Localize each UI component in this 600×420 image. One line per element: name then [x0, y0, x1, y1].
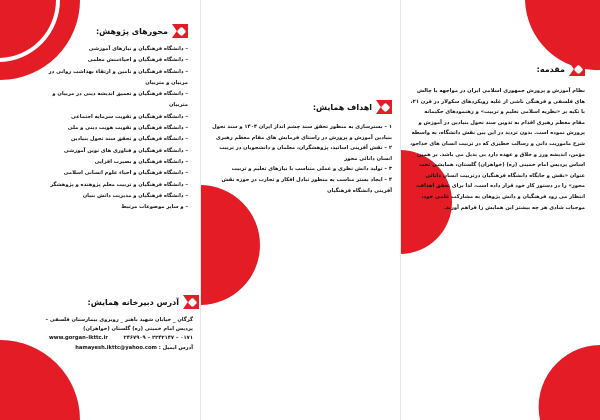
- goals-panel: [212, 100, 392, 196]
- topic-item: – دانشگاه فرهنگیان و تعمیق اندیشه دینی در مربیان و متربیان: [38, 89, 188, 112]
- topic-item: – دانشگاه فرهنگیان و تقویت سرمایه اجتماعی: [38, 112, 188, 123]
- red-arc-mid-left: [200, 185, 260, 305]
- fold-line-right: [400, 0, 401, 420]
- goals-heading-text: اهداف همایش:: [312, 102, 372, 112]
- goal-item: ۳ – تولید دانش نظری و عملی متناسب با نیازهای تعلیم و تربیت: [231, 166, 392, 173]
- secretariat-details: [28, 316, 193, 353]
- email-label: آدرس ایمیل :: [158, 344, 193, 351]
- topics-heading-text: محورهای پژوهش:: [95, 26, 168, 36]
- topic-item: – دانشگاه فرهنگیان و احیاءمنش معلمی: [38, 55, 188, 66]
- topics-panel: [38, 24, 188, 213]
- bookmark-icon: [183, 295, 199, 309]
- bookmark-icon: [376, 100, 392, 114]
- topic-item: – دانشگاه فرهنگیان و بصیرت افزایی: [38, 157, 188, 168]
- red-arc-bottom-right: [539, 345, 600, 420]
- bookmark-icon: [172, 24, 188, 38]
- intro-panel: [410, 62, 585, 213]
- phone-number: ۰۱۷۱ – ۲۲۴۲۱۴۷ – ۲۴۶۷۹۰۹: [123, 335, 193, 342]
- red-arc-top-right: [525, 0, 600, 70]
- goal-item: ۴ – ایجاد بستر مناسب به منظور تبادل افکار و تجارب در حوزه نقش آفرینی دانشگاه فرهنگیان: [221, 176, 392, 194]
- topics-list: [38, 44, 188, 213]
- contact-line: [28, 334, 193, 343]
- intro-text: نظام آموزش و پرورش جمهوری اسلامی ایران در مواجهه با چالش های فلسفی و فرهنگی ناشی از غلبه رویکردهای سکولار در قرن ۲۱، با تکیه بر «نظریه اسلامی تعلیم و تربیت» و رهنمودهای حکیمانه مقام معظم رهبری اقدام به تدوین سند تحول بنیادین در آموزش و پرورش نموده است. بدون تردید در این بین نقش دانشگاه، به واسطه شرح ماموریت ذاتی و رسالت خطیری که در تربیت انسان های خداجو، مؤمن، اندیشه ورز و خلاق و عهده دارد بی بدیل می باشد. بر همین اساس پردیس امام خمینی (ره) (خواهران) گلستان، همایشی تحت عنوان «نقش و جایگاه دانشگاه فرهنگیان درتربیت انسان دانائی محور» را در دستور کار خود قرار داده است، لذا برای تحقق اهداف، انتظار می رود فرهنگیان و دانش پژوهان به مشارکت علمی خود، موجبات شادی هر چه بیشتر این همایش را فراهم آورند.: [410, 88, 585, 211]
- topic-item: – و سایر موضوعات مرتبط: [38, 202, 188, 213]
- secretariat-heading-text: آدرس دبیرخانه همایش:: [87, 297, 179, 307]
- topic-item: – دانشگاه فرهنگیان و تربیت معلم پژوهنده و پژوهشگر: [38, 180, 188, 191]
- secretariat-heading: [28, 295, 199, 309]
- topic-item: – دانشگاه فرهنگیان و تامین و ارتقاء بهداشت روانی در مربیان و متربیان: [38, 67, 188, 90]
- topic-item: – دانشگاه فرهنگیان و فناوری های نوین آموزشی: [38, 146, 188, 157]
- website-link[interactable]: www.gorgan–ikttc.ir: [49, 335, 108, 342]
- topic-item: – دانشگاه فرهنگیان و تحقق سند تحول بنیادین: [38, 134, 188, 145]
- fold-line-left: [200, 0, 201, 420]
- email-line: [28, 344, 193, 353]
- topic-item: – دانشگاه فرهنگیان و مدیریت دانش بنیان: [38, 191, 188, 202]
- goal-item: ۲ – نقش آفرینی اساتید، پژوهشگران، معلمان و دانشجویان در تربیت انسان دانائی محور: [219, 145, 392, 162]
- topics-heading: [38, 24, 188, 38]
- goals-heading: [212, 100, 392, 114]
- topic-item: – دانشگاه فرهنگیان و احیاء علوم انسانی اسلامی: [38, 168, 188, 179]
- email-link[interactable]: hamayesh.ikttc@yahoo.com: [75, 344, 157, 351]
- address-text: گرگان _ خیابان شهید باهنر _ روبروی بیمارستان فلسفی – پردیس امام خمینی (ره) گلستان (خواهران): [45, 317, 193, 333]
- intro-heading: [410, 62, 585, 76]
- topic-item: – دانشگاه فرهنگیان و تقویت هویت دینی و ملی: [38, 123, 188, 134]
- intro-heading-text: مقدمه:: [536, 64, 565, 74]
- secretariat-panel: [28, 295, 193, 353]
- bookmark-icon: [569, 62, 585, 76]
- goals-list: [212, 122, 392, 196]
- topic-item: – دانشگاه فرهنگیان و نیازهای آموزشی: [38, 44, 188, 55]
- goal-item: ۱ – بسترسازی به منظور تحقق سند چشم انداز ایران ۱۴۰۴ و سند تحول بنیادین آموزش و پرورش در راستای فرمایش های مقام معظم رهبری: [212, 124, 392, 141]
